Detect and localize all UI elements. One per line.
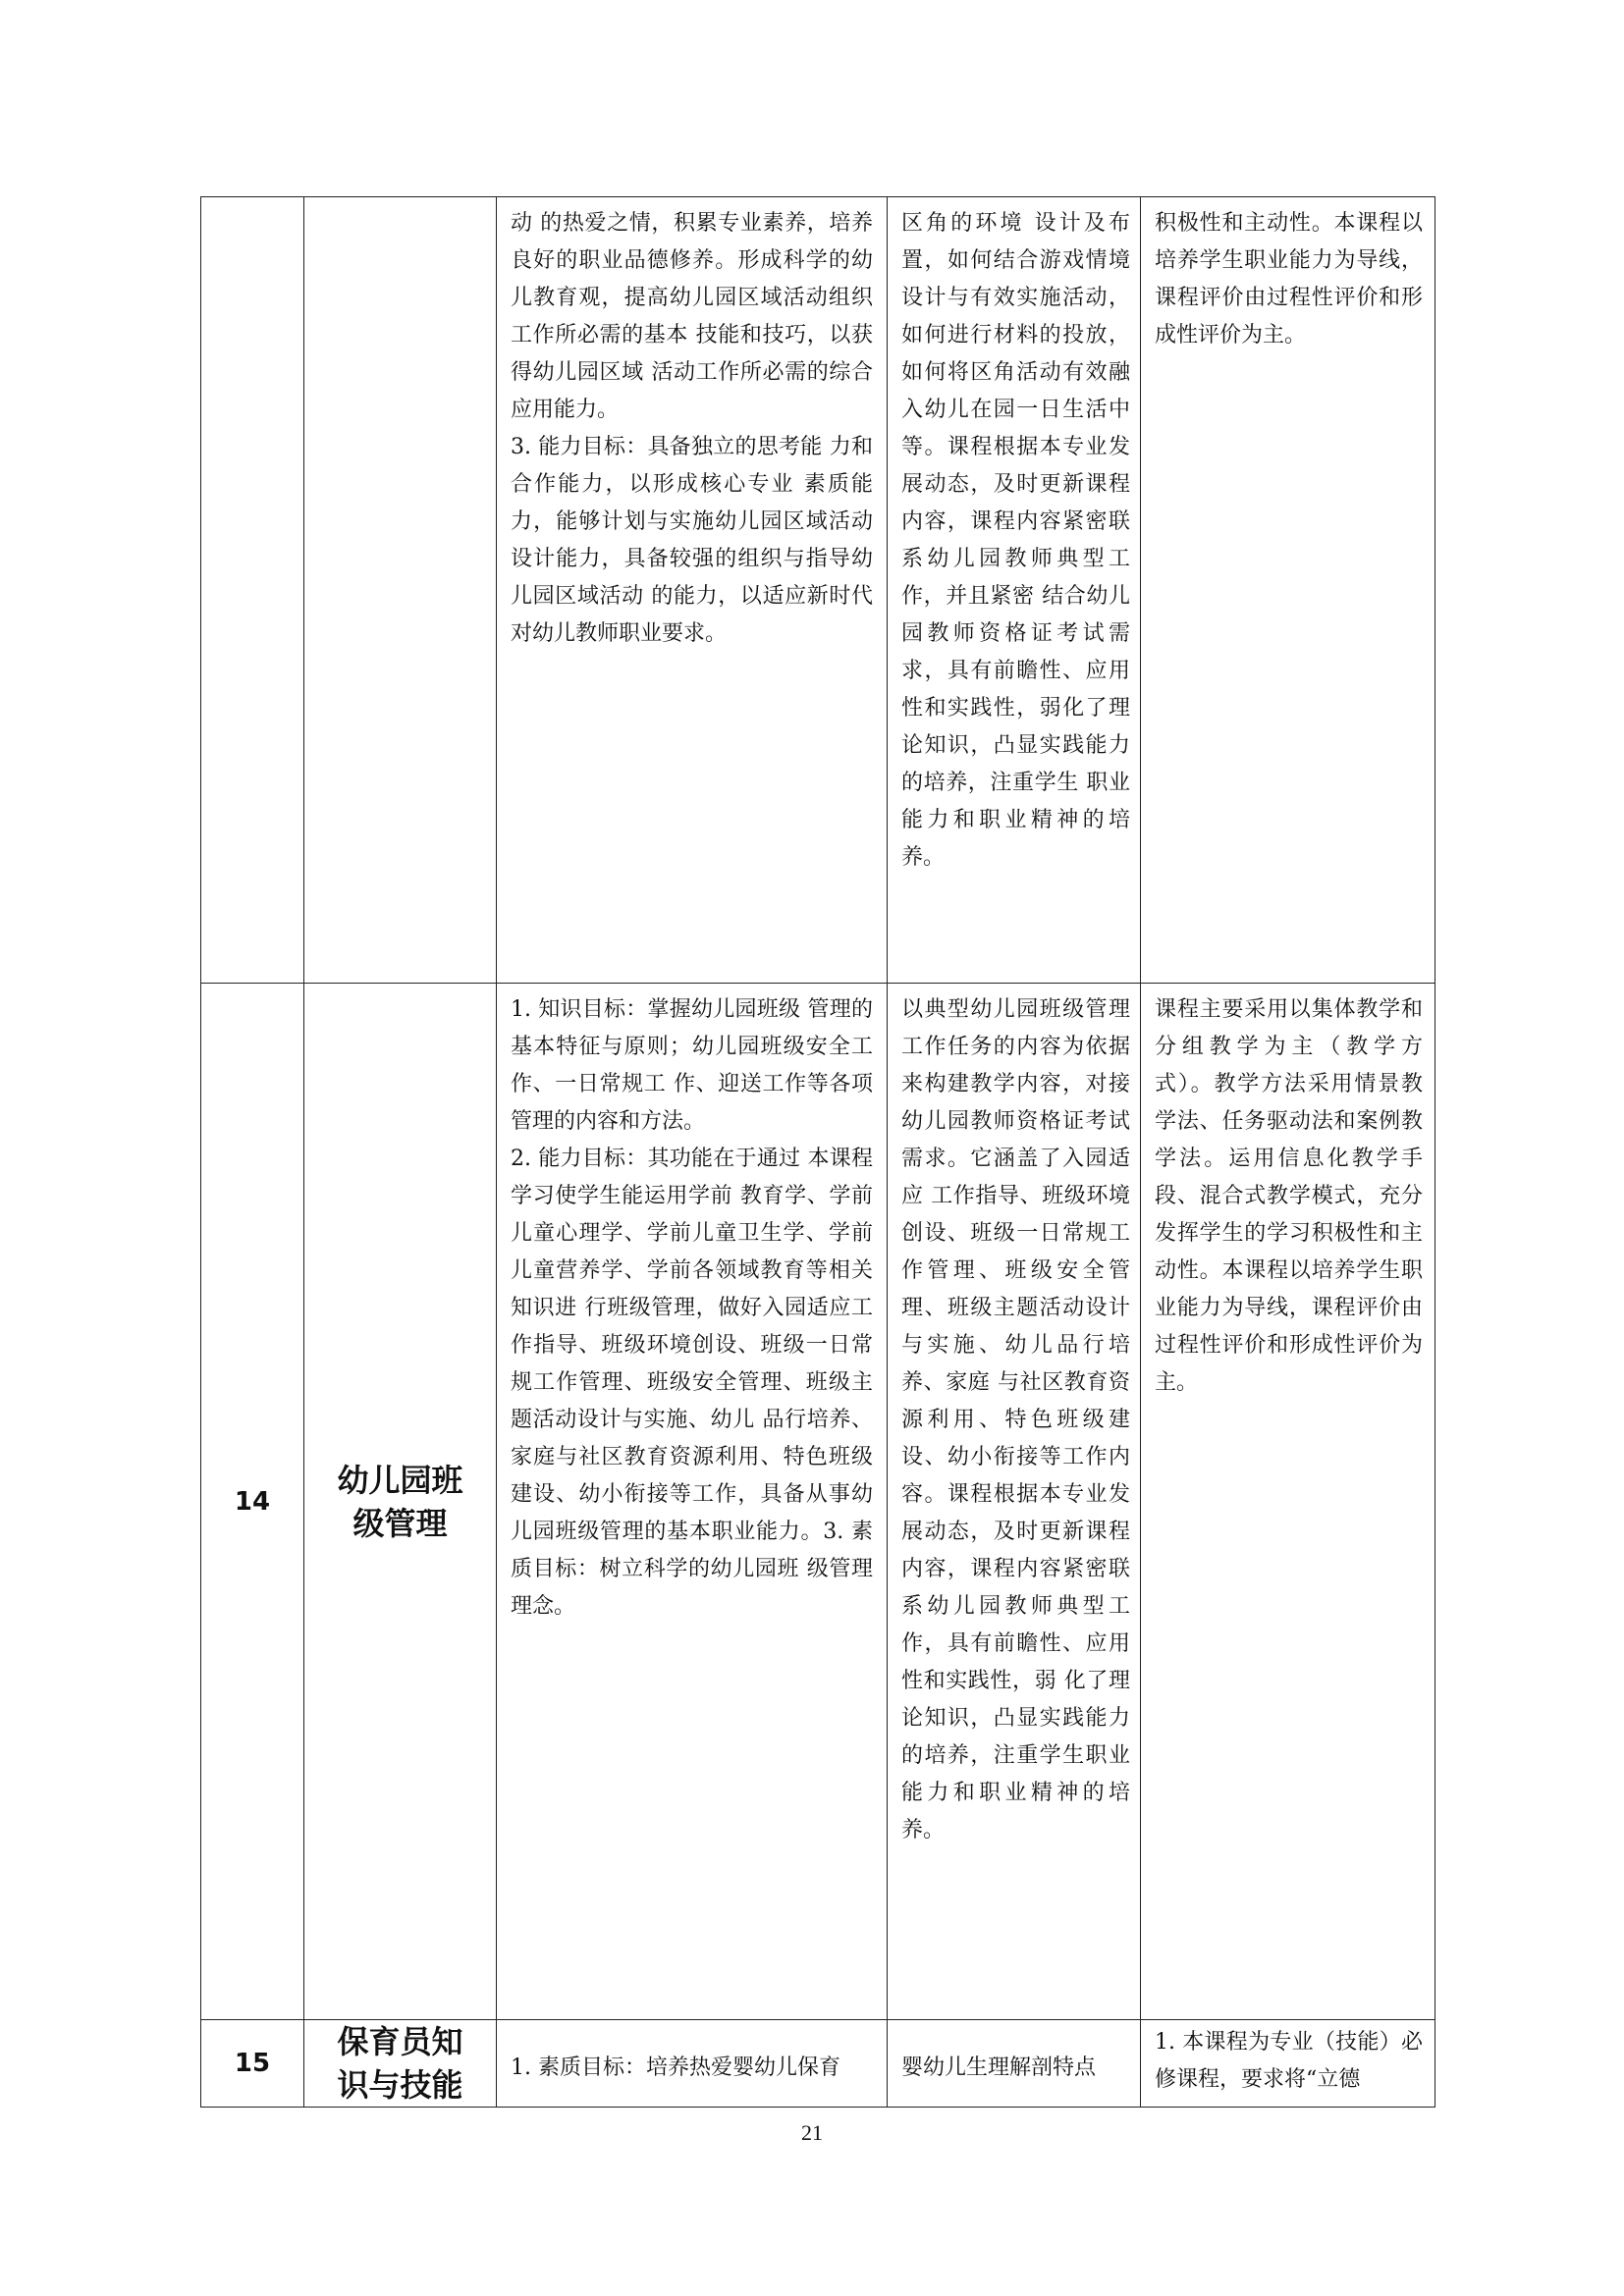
table-row [201, 2020, 1435, 2108]
teaching-method-cell [1141, 197, 1435, 984]
course-name-cell [304, 197, 497, 984]
teaching-method: 积极性和主动性。本课程以培养学生职业能力为导线，课程评价由过程性评价和形成性评价为主。 [1155, 211, 1423, 347]
teaching-method-cell [1141, 984, 1435, 2020]
teaching-method: 课程主要采用以集体教学和分组教学为主（教学方式）。教学方法采用情景教学法、任务驱动法和案例教学法。运用信息化教学手段、混合式教学模式，充分发挥学生的学习积极性和主动性。本课程以培养学生职业能力为导线，课程评价由过程性评价和形成性评价为主。 [1155, 997, 1423, 1395]
course-content-cell [888, 197, 1141, 984]
course-content: 以典型幼儿园班级管理工作任务的内容为依据来构建教学内容，对接幼儿园教师资格证考试需求。它涵盖了入园适应 工作指导、班级环境创设、班级一日常规工作管理、班级安全管理、班级主题活动设计与实施、幼儿品行培养、家庭 与社区教育资源利用、特色班级建设、幼小衔接等工作内容。课程根据本专业发展动态，及时更新课程内容，课程内容紧密联系幼儿园教师典型工作，具有前瞻性、应用性和实践性，弱 化了理论知识，凸显实践能力的培养，注重学生职业能力和职业精神的培养。 [901, 997, 1130, 1842]
teaching-method: 1. 本课程为专业（技能）必修课程，要求将“立德 [1155, 2030, 1423, 2092]
course-goals-cell [497, 984, 888, 2020]
course-content: 区角的环境 设计及布置，如何结合游戏情境设计与有效实施活动，如何进行材料的投放，如何将区角活动有效融入幼儿在园一日生活中等。课程根据本专业发展动态，及时更新课程内容，课程内容紧密联系幼儿园教师典型工作，并且紧密 结合幼儿园教师资格证考试需求，具有前瞻性、应用性和实践性，弱化了理论知识，凸显实践能力的培养，注重学生 职业能力和职业精神的培养。 [901, 211, 1130, 870]
course-number-cell [201, 197, 304, 984]
course-name-cell [304, 984, 497, 2020]
course-goals: 动 的热爱之情，积累专业素养，培养良好的职业品德修养。形成科学的幼儿教育观，提高幼儿园区域活动组织工作所必需的基本 技能和技巧，以获得幼儿园区域 活动工作所必需的综合应用能力。 3. 能力目标：具备独立的思考能 力和合作能力，以形成核心专业 素质能力，能够计划与实施幼儿园区域活动设计能力，具备较强的组织与指导幼儿园区域活动 的能力，以适应新时代对幼儿教师职业要求。 [511, 211, 873, 646]
course-number-cell: 14 [201, 984, 304, 2020]
course-content-cell [888, 984, 1141, 2020]
course-name: 幼儿园班级管理 [337, 1461, 463, 1542]
course-number-cell: 15 [201, 2020, 304, 2108]
course-content-cell [888, 2020, 1141, 2108]
course-goals-cell [497, 197, 888, 984]
course-content: 婴幼儿生理解剖特点 [901, 2056, 1097, 2080]
course-goals: 1. 知识目标：掌握幼儿园班级 管理的基本特征与原则；幼儿园班级安全工作、一日常规工 作、迎送工作等各项管理的内容和方法。 2. 能力目标：其功能在于通过 本课程学习使学生能运用学前 教育学、学前儿童心理学、学前儿童卫生学、学前儿童营养学、学前各领域教育等相关知识进 行班级管理，做好入园适应工作指导、班级环境创设、班级一日常规工作管理、班级安全管理、班级主题活动设计与实施、幼儿 品行培养、家庭与社区教育资源利用、特色班级建设、幼小衔接等工作，具备从事幼儿园班级管理的基本职业能力。3. 素质目标：树立科学的幼儿园班 级管理理念。 [511, 997, 873, 1619]
course-goals-cell [497, 2020, 888, 2108]
table-row [201, 197, 1435, 984]
page-number: 21 [801, 2120, 823, 2145]
course-name: 保育员知识与技能 [337, 2023, 463, 2104]
teaching-method-cell [1141, 2020, 1435, 2108]
table-row [201, 984, 1435, 2020]
course-name-cell [304, 2020, 497, 2108]
course-table [200, 196, 1435, 2108]
course-goals: 1. 素质目标：培养热爱婴幼儿保育 [511, 2056, 840, 2080]
